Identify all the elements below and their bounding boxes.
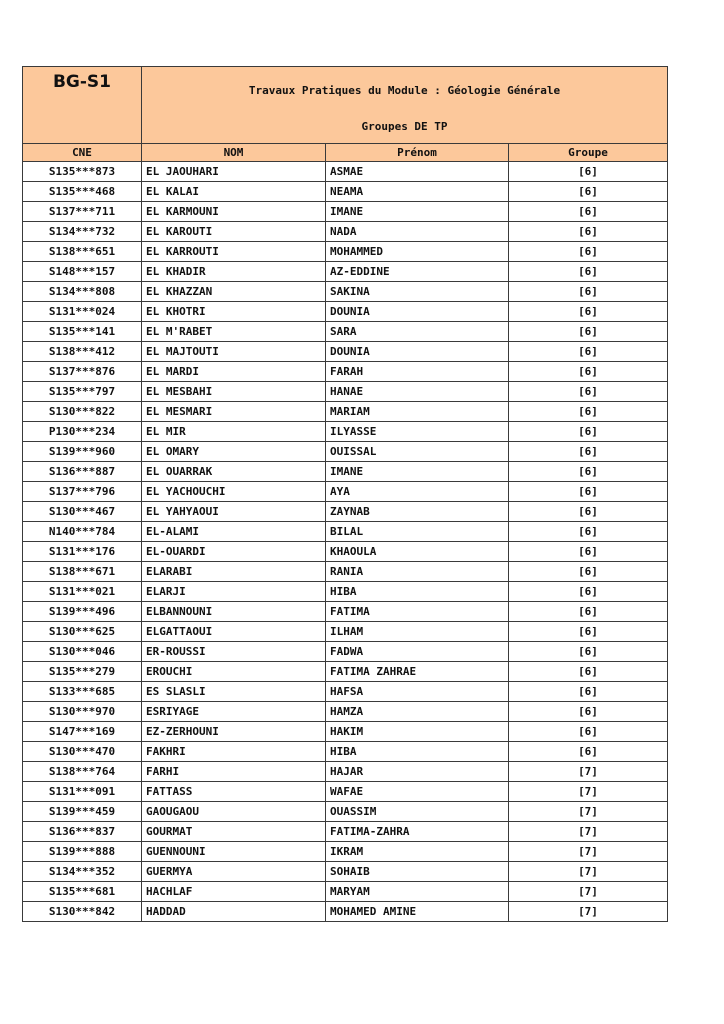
table-row bbox=[23, 302, 668, 322]
prenom-cell: HANAE bbox=[326, 382, 509, 402]
table-row bbox=[23, 862, 668, 882]
groupe-cell: [6] bbox=[509, 622, 668, 642]
cne-cell: S134***732 bbox=[23, 222, 142, 242]
cne-cell: S135***141 bbox=[23, 322, 142, 342]
nom-cell: EL M'RABET bbox=[142, 322, 326, 342]
nom-cell: EL KARROUTI bbox=[142, 242, 326, 262]
groupe-cell: [6] bbox=[509, 422, 668, 442]
prenom-cell: IMANE bbox=[326, 202, 509, 222]
cne-cell: S136***837 bbox=[23, 822, 142, 842]
prenom-cell: KHAOULA bbox=[326, 542, 509, 562]
groupe-cell: [6] bbox=[509, 202, 668, 222]
prenom-cell: HAMZA bbox=[326, 702, 509, 722]
groupe-cell: [6] bbox=[509, 282, 668, 302]
prenom-cell: AZ-EDDINE bbox=[326, 262, 509, 282]
cne-cell: S135***797 bbox=[23, 382, 142, 402]
groupe-cell: [6] bbox=[509, 462, 668, 482]
nom-cell: EL MESMARI bbox=[142, 402, 326, 422]
table-row bbox=[23, 822, 668, 842]
cne-cell: S137***711 bbox=[23, 202, 142, 222]
nom-cell: EL KHAZZAN bbox=[142, 282, 326, 302]
groupe-cell: [6] bbox=[509, 482, 668, 502]
nom-cell: HACHLAF bbox=[142, 882, 326, 902]
nom-cell: GUERMYA bbox=[142, 862, 326, 882]
prenom-cell: MARYAM bbox=[326, 882, 509, 902]
prenom-cell: IKRAM bbox=[326, 842, 509, 862]
cne-cell: S130***842 bbox=[23, 902, 142, 922]
nom-cell: ELARJI bbox=[142, 582, 326, 602]
col-header-nom: NOM bbox=[142, 144, 326, 162]
cne-cell: S139***496 bbox=[23, 602, 142, 622]
nom-cell: ES SLASLI bbox=[142, 682, 326, 702]
nom-cell: EL KARMOUNI bbox=[142, 202, 326, 222]
group-table bbox=[22, 66, 668, 922]
prenom-cell: SOHAIB bbox=[326, 862, 509, 882]
nom-cell: ELARABI bbox=[142, 562, 326, 582]
cne-cell: S131***024 bbox=[23, 302, 142, 322]
groupe-cell: [6] bbox=[509, 362, 668, 382]
prenom-cell: FATIMA-ZAHRA bbox=[326, 822, 509, 842]
cne-cell: S135***873 bbox=[23, 162, 142, 182]
groupe-cell: [6] bbox=[509, 582, 668, 602]
groupe-cell: [6] bbox=[509, 522, 668, 542]
prenom-cell: SARA bbox=[326, 322, 509, 342]
cne-cell: S133***685 bbox=[23, 682, 142, 702]
prenom-cell: HAFSA bbox=[326, 682, 509, 702]
nom-cell: EL KALAI bbox=[142, 182, 326, 202]
groupe-cell: [6] bbox=[509, 302, 668, 322]
nom-cell: EL KHADIR bbox=[142, 262, 326, 282]
nom-cell: EL OUARRAK bbox=[142, 462, 326, 482]
prenom-cell: BILAL bbox=[326, 522, 509, 542]
nom-cell: GAOUGAOU bbox=[142, 802, 326, 822]
nom-cell: ELBANNOUNI bbox=[142, 602, 326, 622]
cne-cell: S130***046 bbox=[23, 642, 142, 662]
cne-cell: S138***764 bbox=[23, 762, 142, 782]
cne-cell: S130***822 bbox=[23, 402, 142, 422]
nom-cell: EL MARDI bbox=[142, 362, 326, 382]
prenom-cell: OUISSAL bbox=[326, 442, 509, 462]
groupe-cell: [6] bbox=[509, 342, 668, 362]
table-row bbox=[23, 602, 668, 622]
groupe-cell: [6] bbox=[509, 542, 668, 562]
module-subtitle: Groupes DE TP bbox=[361, 120, 448, 133]
nom-cell: EL-ALAMI bbox=[142, 522, 326, 542]
groupe-cell: [7] bbox=[509, 842, 668, 862]
nom-cell: EL KAROUTI bbox=[142, 222, 326, 242]
table-row bbox=[23, 382, 668, 402]
table-row bbox=[23, 242, 668, 262]
nom-cell: ESRIYAGE bbox=[142, 702, 326, 722]
cne-cell: S138***412 bbox=[23, 342, 142, 362]
nom-cell: EL YACHOUCHI bbox=[142, 482, 326, 502]
groupe-cell: [6] bbox=[509, 742, 668, 762]
column-header-row bbox=[23, 144, 668, 162]
prenom-cell: FADWA bbox=[326, 642, 509, 662]
prenom-cell: RANIA bbox=[326, 562, 509, 582]
table-row bbox=[23, 722, 668, 742]
groupe-cell: [7] bbox=[509, 762, 668, 782]
cne-cell: S148***157 bbox=[23, 262, 142, 282]
nom-cell: FATTASS bbox=[142, 782, 326, 802]
nom-cell: EZ-ZERHOUNI bbox=[142, 722, 326, 742]
cne-cell: S130***970 bbox=[23, 702, 142, 722]
table-row bbox=[23, 222, 668, 242]
table-row bbox=[23, 502, 668, 522]
table-row bbox=[23, 442, 668, 462]
nom-cell: EL OMARY bbox=[142, 442, 326, 462]
cne-cell: S134***808 bbox=[23, 282, 142, 302]
cne-cell: S137***876 bbox=[23, 362, 142, 382]
cne-cell: N140***784 bbox=[23, 522, 142, 542]
prenom-cell: SAKINA bbox=[326, 282, 509, 302]
cne-cell: S130***625 bbox=[23, 622, 142, 642]
prenom-cell: WAFAE bbox=[326, 782, 509, 802]
prenom-cell: OUASSIM bbox=[326, 802, 509, 822]
title-cell bbox=[142, 67, 668, 144]
prenom-cell: HIBA bbox=[326, 742, 509, 762]
nom-cell: EL YAHYAOUI bbox=[142, 502, 326, 522]
cne-cell: S131***091 bbox=[23, 782, 142, 802]
prenom-cell: DOUNIA bbox=[326, 342, 509, 362]
prenom-cell: ASMAE bbox=[326, 162, 509, 182]
cne-cell: S139***459 bbox=[23, 802, 142, 822]
cne-cell: S138***671 bbox=[23, 562, 142, 582]
prenom-cell: DOUNIA bbox=[326, 302, 509, 322]
table-row bbox=[23, 622, 668, 642]
table-row bbox=[23, 182, 668, 202]
groupe-cell: [6] bbox=[509, 162, 668, 182]
table-row bbox=[23, 202, 668, 222]
cne-cell: S138***651 bbox=[23, 242, 142, 262]
groupe-cell: [6] bbox=[509, 682, 668, 702]
nom-cell: EL-OUARDI bbox=[142, 542, 326, 562]
table-row bbox=[23, 702, 668, 722]
table-row bbox=[23, 282, 668, 302]
table-row bbox=[23, 542, 668, 562]
groupe-cell: [6] bbox=[509, 722, 668, 742]
cne-cell: S147***169 bbox=[23, 722, 142, 742]
cne-cell: S131***021 bbox=[23, 582, 142, 602]
nom-cell: HADDAD bbox=[142, 902, 326, 922]
groupe-cell: [7] bbox=[509, 862, 668, 882]
col-header-groupe: Groupe bbox=[509, 144, 668, 162]
cne-cell: S137***796 bbox=[23, 482, 142, 502]
groupe-cell: [6] bbox=[509, 442, 668, 462]
table-row bbox=[23, 742, 668, 762]
nom-cell: EL MIR bbox=[142, 422, 326, 442]
prenom-cell: AYA bbox=[326, 482, 509, 502]
cne-cell: S135***468 bbox=[23, 182, 142, 202]
groupe-cell: [7] bbox=[509, 822, 668, 842]
cne-cell: S131***176 bbox=[23, 542, 142, 562]
nom-cell: ELGATTAOUI bbox=[142, 622, 326, 642]
prenom-cell: MOHAMMED bbox=[326, 242, 509, 262]
nom-cell: FARHI bbox=[142, 762, 326, 782]
cne-cell: S130***467 bbox=[23, 502, 142, 522]
cne-cell: S130***470 bbox=[23, 742, 142, 762]
table-row bbox=[23, 782, 668, 802]
table-row bbox=[23, 762, 668, 782]
groupe-cell: [6] bbox=[509, 642, 668, 662]
nom-cell: FAKHRI bbox=[142, 742, 326, 762]
groupe-cell: [7] bbox=[509, 882, 668, 902]
col-header-cne: CNE bbox=[23, 144, 142, 162]
table-row bbox=[23, 682, 668, 702]
table-row bbox=[23, 362, 668, 382]
groupe-cell: [6] bbox=[509, 402, 668, 422]
col-header-prenom: Prénom bbox=[326, 144, 509, 162]
prenom-cell: MOHAMED AMINE bbox=[326, 902, 509, 922]
nom-cell: EL MAJTOUTI bbox=[142, 342, 326, 362]
nom-cell: EL JAOUHARI bbox=[142, 162, 326, 182]
cne-cell: S139***888 bbox=[23, 842, 142, 862]
table-row bbox=[23, 562, 668, 582]
cne-cell: S136***887 bbox=[23, 462, 142, 482]
groupe-cell: [6] bbox=[509, 222, 668, 242]
cne-cell: P130***234 bbox=[23, 422, 142, 442]
prenom-cell: FARAH bbox=[326, 362, 509, 382]
groupe-cell: [7] bbox=[509, 782, 668, 802]
table-row bbox=[23, 582, 668, 602]
table-row bbox=[23, 322, 668, 342]
nom-cell: GUENNOUNI bbox=[142, 842, 326, 862]
module-title: Travaux Pratiques du Module : Géologie Générale bbox=[248, 84, 561, 97]
cne-cell: S135***681 bbox=[23, 882, 142, 902]
prenom-cell: FATIMA ZAHRAE bbox=[326, 662, 509, 682]
prenom-cell: HIBA bbox=[326, 582, 509, 602]
prenom-cell: NEAMA bbox=[326, 182, 509, 202]
nom-cell: EL KHOTRI bbox=[142, 302, 326, 322]
document-sheet bbox=[22, 66, 667, 922]
groupe-cell: [6] bbox=[509, 662, 668, 682]
prenom-cell: HAKIM bbox=[326, 722, 509, 742]
groupe-cell: [6] bbox=[509, 182, 668, 202]
prenom-cell: HAJAR bbox=[326, 762, 509, 782]
table-row bbox=[23, 522, 668, 542]
nom-cell: EROUCHI bbox=[142, 662, 326, 682]
module-code: BG-S1 bbox=[23, 67, 142, 144]
nom-cell: EL MESBAHI bbox=[142, 382, 326, 402]
table-row bbox=[23, 802, 668, 822]
cne-cell: S134***352 bbox=[23, 862, 142, 882]
cne-cell: S135***279 bbox=[23, 662, 142, 682]
groupe-cell: [6] bbox=[509, 502, 668, 522]
table-row bbox=[23, 262, 668, 282]
table-row bbox=[23, 902, 668, 922]
title-row bbox=[23, 67, 668, 144]
table-row bbox=[23, 662, 668, 682]
prenom-cell: MARIAM bbox=[326, 402, 509, 422]
groupe-cell: [6] bbox=[509, 322, 668, 342]
cne-cell: S139***960 bbox=[23, 442, 142, 462]
groupe-cell: [7] bbox=[509, 802, 668, 822]
groupe-cell: [6] bbox=[509, 382, 668, 402]
prenom-cell: FATIMA bbox=[326, 602, 509, 622]
table-row bbox=[23, 342, 668, 362]
table-row bbox=[23, 162, 668, 182]
table-row bbox=[23, 482, 668, 502]
groupe-cell: [6] bbox=[509, 562, 668, 582]
table-body bbox=[23, 162, 668, 922]
groupe-cell: [6] bbox=[509, 702, 668, 722]
table-row bbox=[23, 882, 668, 902]
groupe-cell: [6] bbox=[509, 242, 668, 262]
table-row bbox=[23, 642, 668, 662]
table-row bbox=[23, 402, 668, 422]
prenom-cell: ILHAM bbox=[326, 622, 509, 642]
groupe-cell: [7] bbox=[509, 902, 668, 922]
groupe-cell: [6] bbox=[509, 262, 668, 282]
nom-cell: GOURMAT bbox=[142, 822, 326, 842]
table-row bbox=[23, 462, 668, 482]
table-row bbox=[23, 842, 668, 862]
prenom-cell: IMANE bbox=[326, 462, 509, 482]
prenom-cell: ZAYNAB bbox=[326, 502, 509, 522]
table-row bbox=[23, 422, 668, 442]
nom-cell: ER-ROUSSI bbox=[142, 642, 326, 662]
prenom-cell: NADA bbox=[326, 222, 509, 242]
prenom-cell: ILYASSE bbox=[326, 422, 509, 442]
groupe-cell: [6] bbox=[509, 602, 668, 622]
